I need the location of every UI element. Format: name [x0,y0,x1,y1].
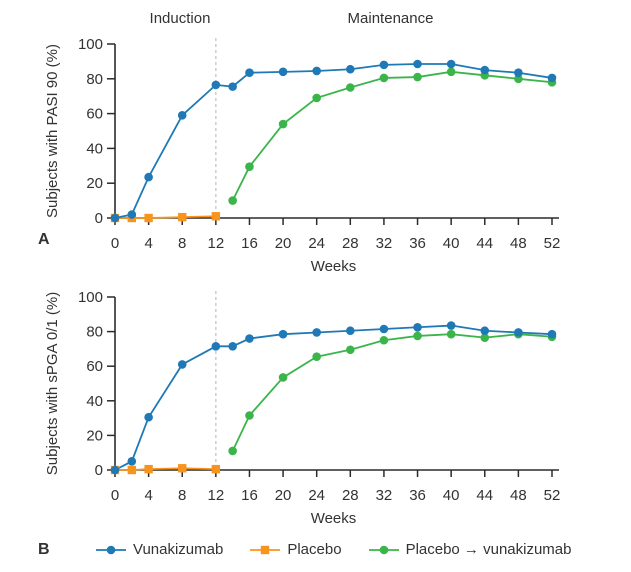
svg-text:48: 48 [510,235,527,252]
svg-text:0: 0 [110,235,120,252]
chart-panel-b [0,280,631,540]
phase-label-induction: Induction [149,10,211,27]
svg-text:Subjects with sPGA 0/1 (%): Subjects with sPGA 0/1 (%) [44,291,61,476]
svg-text:80: 80 [86,323,103,341]
legend-item-vunakizumab [95,541,223,558]
svg-text:20: 20 [86,175,103,193]
svg-text:60: 60 [86,105,103,123]
svg-text:Weeks: Weeks [310,510,357,527]
placebo-to-vunakizumab-marker-icon [368,544,400,556]
svg-text:4: 4 [144,487,153,504]
svg-text:36: 36 [409,487,426,504]
svg-text:40: 40 [442,235,460,252]
panel-letter-a: A [38,231,50,248]
svg-text:40: 40 [86,392,103,410]
svg-text:52: 52 [543,235,561,252]
svg-text:16: 16 [241,235,258,252]
svg-text:20: 20 [274,487,292,504]
svg-text:Weeks: Weeks [310,258,357,275]
svg-text:32: 32 [375,235,393,252]
svg-text:40: 40 [442,487,460,504]
legend [95,541,595,558]
svg-text:20: 20 [86,427,103,445]
svg-text:100: 100 [77,36,103,53]
svg-text:12: 12 [207,235,225,252]
svg-text:20: 20 [274,235,292,252]
svg-text:8: 8 [178,235,187,252]
svg-text:44: 44 [476,235,494,252]
svg-text:100: 100 [77,289,103,306]
legend-label-placebo: Placebo [287,541,342,558]
svg-text:80: 80 [86,70,103,88]
svg-text:8: 8 [178,487,187,504]
svg-text:12: 12 [207,487,225,504]
legend-item-placebo [249,541,341,558]
svg-text:44: 44 [476,487,494,504]
legend-item-placebo-to-vunakizumab [368,541,572,558]
svg-text:60: 60 [86,358,103,376]
svg-text:24: 24 [308,235,326,252]
panel-letter-b: B [38,541,50,558]
phase-label-maintenance: Maintenance [347,10,434,27]
svg-text:0: 0 [94,210,103,227]
placebo-marker-icon [249,544,281,556]
svg-text:0: 0 [94,462,103,479]
svg-text:0: 0 [110,487,120,504]
vunakizumab-marker-icon [95,544,127,556]
svg-text:24: 24 [308,487,326,504]
svg-text:28: 28 [341,487,359,504]
svg-text:4: 4 [144,235,153,252]
svg-text:28: 28 [341,235,359,252]
legend-label-vunakizumab: Vunakizumab [133,541,224,558]
svg-text:40: 40 [86,140,103,158]
svg-text:48: 48 [510,487,527,504]
svg-text:36: 36 [409,235,426,252]
svg-text:32: 32 [375,487,393,504]
svg-text:16: 16 [241,487,258,504]
svg-text:Subjects with PASI 90 (%): Subjects with PASI 90 (%) [44,44,61,218]
legend-label-placebo-to-vunakizumab: Placebo → vunakizumab [405,541,572,558]
svg-text:52: 52 [543,487,561,504]
chart-panel-a [0,0,631,278]
